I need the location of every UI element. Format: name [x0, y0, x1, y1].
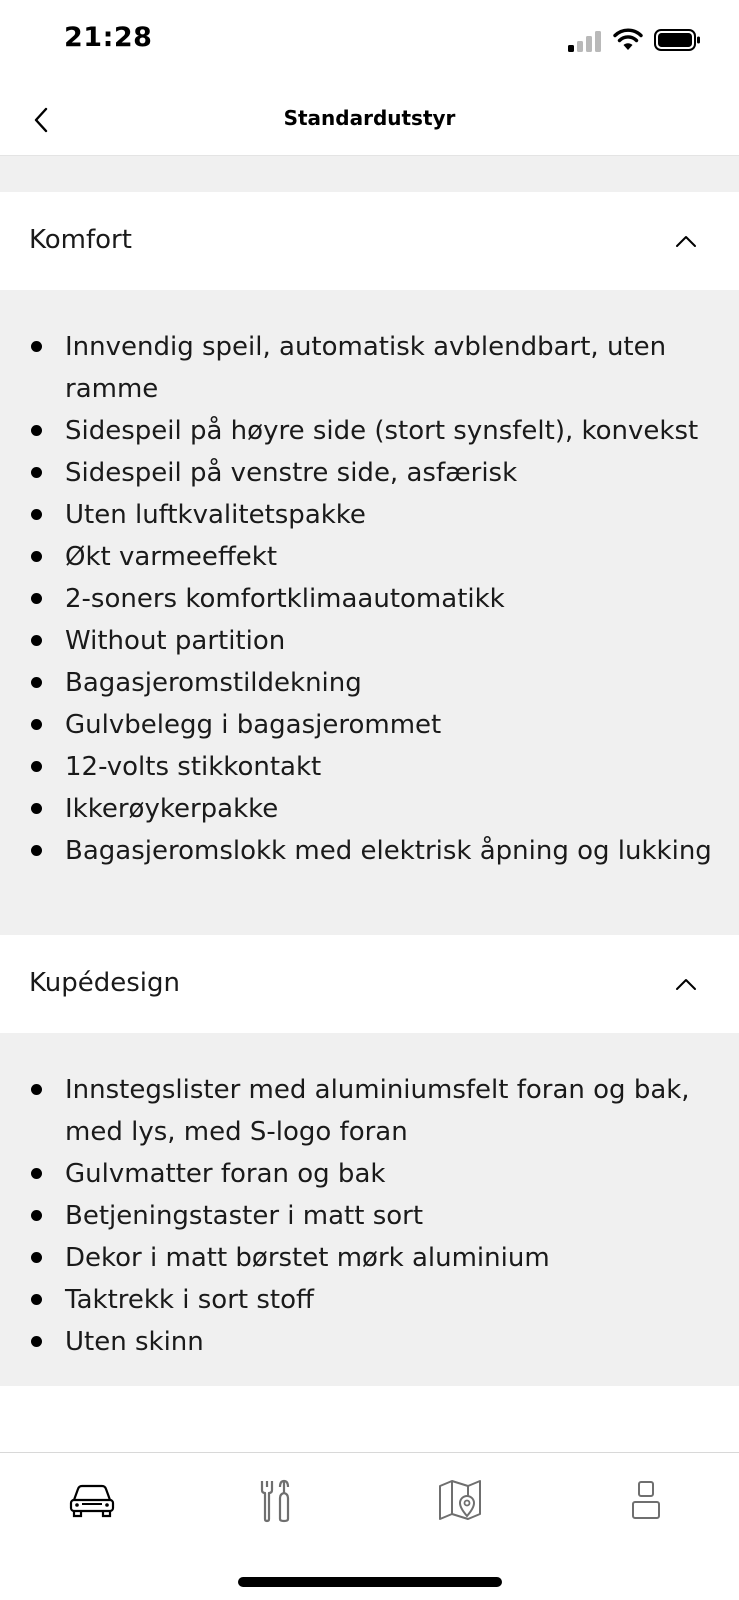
map-icon — [436, 1478, 484, 1522]
section-header-komfort[interactable] — [0, 192, 739, 290]
chevron-up-icon[interactable] — [672, 228, 700, 256]
bullet — [31, 1294, 42, 1305]
tab-bar — [0, 1452, 739, 1600]
page-title: Standardutstyr — [283, 106, 456, 130]
bullet — [31, 719, 42, 730]
list-item: Økt varmeeffekt — [0, 536, 739, 578]
bullet — [31, 1252, 42, 1263]
tab-car[interactable] — [62, 1475, 122, 1525]
list-item: Dekor i matt børstet mørk aluminium — [0, 1237, 739, 1279]
bullet — [31, 1168, 42, 1179]
list-item: Bagasjeromslokk med elektrisk åpning og lukking — [0, 830, 739, 872]
section-header-kupedesign[interactable] — [0, 935, 739, 1033]
tools-icon — [254, 1477, 298, 1523]
section-title: Komfort — [29, 225, 132, 255]
tab-profile[interactable] — [616, 1475, 676, 1525]
bullet — [31, 551, 42, 562]
section-body-komfort — [0, 290, 739, 935]
bullet — [31, 677, 42, 688]
home-indicator — [238, 1577, 502, 1587]
list-item: Innvendig speil, automatisk avblendbart, uten ramme — [0, 326, 739, 410]
bullet — [31, 1084, 42, 1095]
nav-bar — [0, 84, 739, 156]
battery-icon — [654, 28, 702, 52]
list-item: Gulvmatter foran og bak — [0, 1153, 739, 1195]
bullet — [31, 1336, 42, 1347]
profile-icon — [628, 1478, 664, 1522]
bullet — [31, 509, 42, 520]
bullet — [31, 467, 42, 478]
list-item: Uten luftkvalitetspakke — [0, 494, 739, 536]
bullet — [31, 635, 42, 646]
tab-service[interactable] — [246, 1475, 306, 1525]
bullet — [31, 341, 42, 352]
list-item: Betjeningstaster i matt sort — [0, 1195, 739, 1237]
car-icon — [68, 1480, 116, 1520]
list-item: Gulvbelegg i bagasjerommet — [0, 704, 739, 746]
bullet — [31, 425, 42, 436]
list-item: Bagasjeromstildekning — [0, 662, 739, 704]
list-item: Without partition — [0, 620, 739, 662]
list-item: 2-soners komfortklimaautomatikk — [0, 578, 739, 620]
status-time: 21:28 — [64, 22, 153, 53]
section-title: Kupédesign — [29, 968, 180, 998]
wifi-icon — [612, 26, 644, 52]
bullet — [31, 1210, 42, 1221]
list-item: Innstegslister med aluminiumsfelt foran og bak, med lys, med S-logo foran — [0, 1069, 739, 1153]
bullet — [31, 845, 42, 856]
bullet — [31, 803, 42, 814]
status-bar — [0, 0, 739, 84]
equipment-list[interactable] — [0, 156, 739, 1452]
list-item: Ikkerøykerpakke — [0, 788, 739, 830]
list-item: 12-volts stikkontakt — [0, 746, 739, 788]
tab-map[interactable] — [430, 1475, 490, 1525]
list-item: Uten skinn — [0, 1321, 739, 1363]
list-item: Taktrekk i sort stoff — [0, 1279, 739, 1321]
cellular-signal-icon — [568, 30, 602, 52]
section-body-kupedesign — [0, 1033, 739, 1386]
list-item: Sidespeil på høyre side (stort synsfelt), konvekst — [0, 410, 739, 452]
chevron-up-icon[interactable] — [672, 971, 700, 999]
list-item: Sidespeil på venstre side, asfærisk — [0, 452, 739, 494]
bullet — [31, 761, 42, 772]
bullet — [31, 593, 42, 604]
